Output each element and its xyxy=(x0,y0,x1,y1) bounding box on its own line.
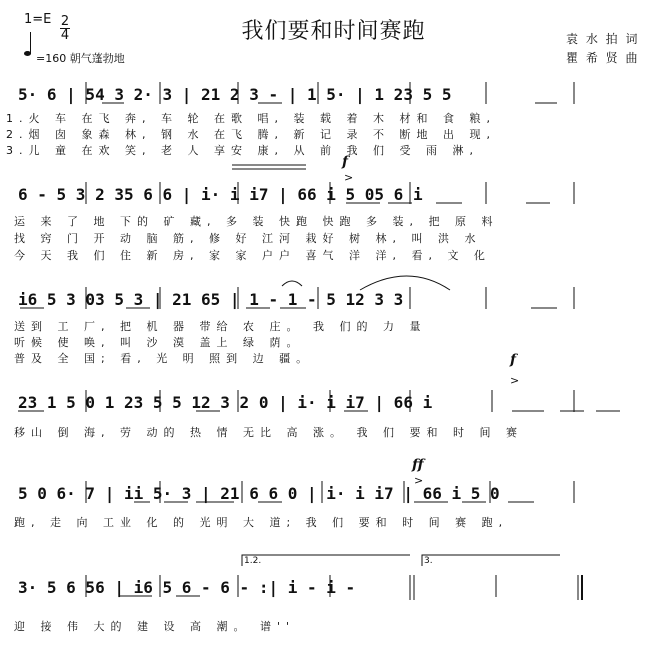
lyric-row-5-verse-1: 跑, 走 向 工业 化 的 光明 大 道; 我 们 要和 时 间 赛 跑, xyxy=(14,516,509,529)
lyric-row-1-verse-2: 2.烟 囱 象森 林, 钢 水 在飞 腾, 新 记 录 不 断地 出 现, xyxy=(6,128,496,141)
lyric-row-3-verse-1: 送到 工 厂, 把 机 器 带给 农 庄。 我 们的 力 量 xyxy=(14,320,427,333)
lyric-row-2-verse-3: 今 天 我 们 住 新 房, 家 家 户户 喜气 洋 洋, 看, 文 化 xyxy=(14,249,491,262)
volta-2-label: 3. xyxy=(424,556,433,566)
lyric-row-2-verse-2: 找 窍 门 开 动 脑 筋, 修 好 江河 栽好 树 林, 叫 洪 水 xyxy=(14,232,482,245)
lyric-row-4-verse-1: 移山 倒 海, 劳 动的 热 情 无比 高 涨。 我 们 要和 时 间 赛 xyxy=(14,426,523,439)
tempo-marking: =160 朝气蓬勃地 xyxy=(36,52,125,65)
notation-row-6: 3· 5 6 56 | i6 5 6 - 6 - :| i - i - xyxy=(18,578,356,597)
notation-row-1: 5· 6 | 54 3 2· 3 | 21 2 3 - | 1 5· | 1 23 5 5 xyxy=(18,85,452,104)
lyric-row-3-verse-3: 普及 全 国; 看, 光 明 照到 边 疆。 xyxy=(14,352,314,365)
accent-mark-1: > xyxy=(344,171,354,184)
notation-row-2: 6 - 5 3 2 35 6 6 | i· i i7 | 66 i 5 05 6 i xyxy=(18,185,423,204)
lyric-row-6-verse-1: 迎 接 伟 大的 建 设 高 潮。 谱'' xyxy=(14,620,296,633)
fortissimo-mark: ff xyxy=(412,457,424,473)
lyric-row-1-verse-1: 1.火 车 在飞 奔, 车 轮 在歌 唱, 装 载 着 木 材和 食 粮, xyxy=(6,112,496,125)
forte-mark-1: f xyxy=(342,154,349,170)
lyricist-credit: 袁 水 拍 词 xyxy=(566,32,640,46)
notation-row-4: 23 1 5 0 1 23 5 5 12 3 2 0 | i· i i7 | 66 i xyxy=(18,393,433,412)
accent-mark-3: > xyxy=(414,474,424,487)
song-title: 我们要和时间赛跑 xyxy=(241,19,426,44)
accent-mark-2: > xyxy=(510,374,520,387)
lyric-row-1-verse-3: 3.儿 童 在欢 笑, 老 人 享安 康, 从 前 我 们 受 雨 淋, xyxy=(6,144,479,157)
forte-mark-2: f xyxy=(510,352,517,368)
lyric-row-3-verse-2: 听候 使 唤, 叫 沙 漠 盖上 绿 荫。 xyxy=(14,336,304,349)
composer-credit: 瞿 希 贤 曲 xyxy=(566,51,640,65)
notation-row-5: 5 0 6· 7 | ii 5· 3 | 21 6 6 0 | i· i i7 | 66 i 5 0 xyxy=(18,484,500,503)
time-signature-bottom: 4 xyxy=(60,28,70,43)
time-signature-top: 2 xyxy=(60,14,70,29)
notation-row-3: i6 5 3 03 5 3 | 21 65 | 1 - 1 - 5 12 3 3 xyxy=(18,290,404,309)
volta-1-label: 1.2. xyxy=(244,556,262,566)
key-signature: 1=E xyxy=(24,12,52,27)
lyric-row-2-verse-1: 运 来 了 地 下的 矿 藏, 多 装 快跑 快跑 多 装, 把 原 料 xyxy=(14,215,499,228)
